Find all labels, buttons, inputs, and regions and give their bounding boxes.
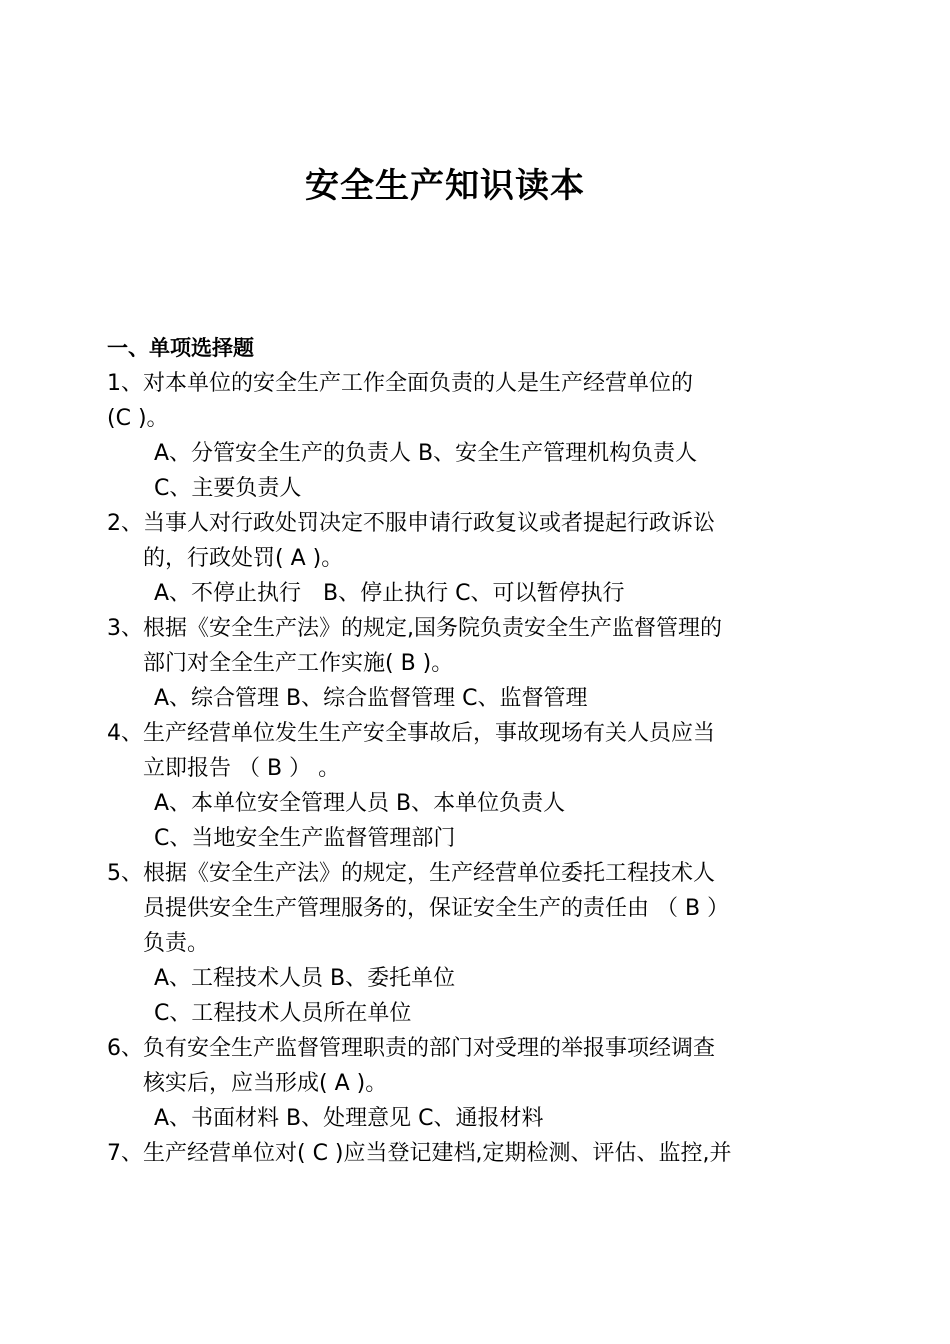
document-title: 安全生产知识读本 (305, 166, 585, 206)
question-7 (107, 1136, 807, 1171)
question-line: 5、根据《安全生产法》的规定，生产经营单位委托工程技术人 (107, 861, 715, 886)
answer-option-line: A、不停止执行 B、停止执行 C、可以暂停执行 (154, 581, 625, 606)
question-5 (107, 856, 807, 1031)
question-line: 2、当事人对行政处罚决定不服申请行政复议或者提起行政诉讼 (107, 511, 715, 536)
answer-option-line: A、工程技术人员 B、委托单位 (154, 966, 456, 991)
question-line: 立即报告 （ B ） 。 (143, 756, 341, 781)
question-line: 6、负有安全生产监督管理职责的部门对受理的举报事项经调查 (107, 1036, 715, 1061)
question-6 (107, 1031, 807, 1136)
question-line: 4、生产经营单位发生生产安全事故后，事故现场有关人员应当 (107, 721, 715, 746)
question-4 (107, 716, 807, 856)
question-1 (107, 366, 807, 506)
answer-option-line: A、分管安全生产的负责人 B、安全生产管理机构负责人 (154, 441, 698, 466)
question-list (107, 331, 807, 1171)
question-line: 3、根据《安全生产法》的规定,国务院负责安全生产监督管理的 (107, 616, 722, 641)
question-line: 7、生产经营单位对( C )应当登记建档,定期检测、评估、监控,并 (107, 1141, 732, 1166)
answer-option-line: C、工程技术人员所在单位 (154, 1001, 412, 1026)
question-2 (107, 506, 807, 611)
question-line: 的，行政处罚( A )。 (143, 546, 344, 571)
answer-option-line: C、主要负责人 (154, 476, 302, 501)
answer-option-line: A、本单位安全管理人员 B、本单位负责人 (154, 791, 566, 816)
question-line: (C )。 (107, 406, 169, 431)
answer-option-line: A、书面材料 B、处理意见 C、通报材料 (154, 1106, 544, 1131)
question-line: 员提供安全生产管理服务的，保证安全生产的责任由 （ B ） (143, 896, 730, 921)
answer-option-line: A、综合管理 B、综合监督管理 C、监督管理 (154, 686, 588, 711)
answer-option-line: C、当地安全生产监督管理部门 (154, 826, 456, 851)
question-line: 部门对全全生产工作实施( B )。 (143, 651, 454, 676)
question-line: 核实后，应当形成( A )。 (143, 1071, 388, 1096)
question-line: 负责。 (143, 931, 210, 956)
question-line: 1、对本单位的安全生产工作全面负责的人是生产经营单位的 (107, 371, 693, 396)
question-3 (107, 611, 807, 716)
section-heading: 一、单项选择题 (107, 336, 254, 360)
